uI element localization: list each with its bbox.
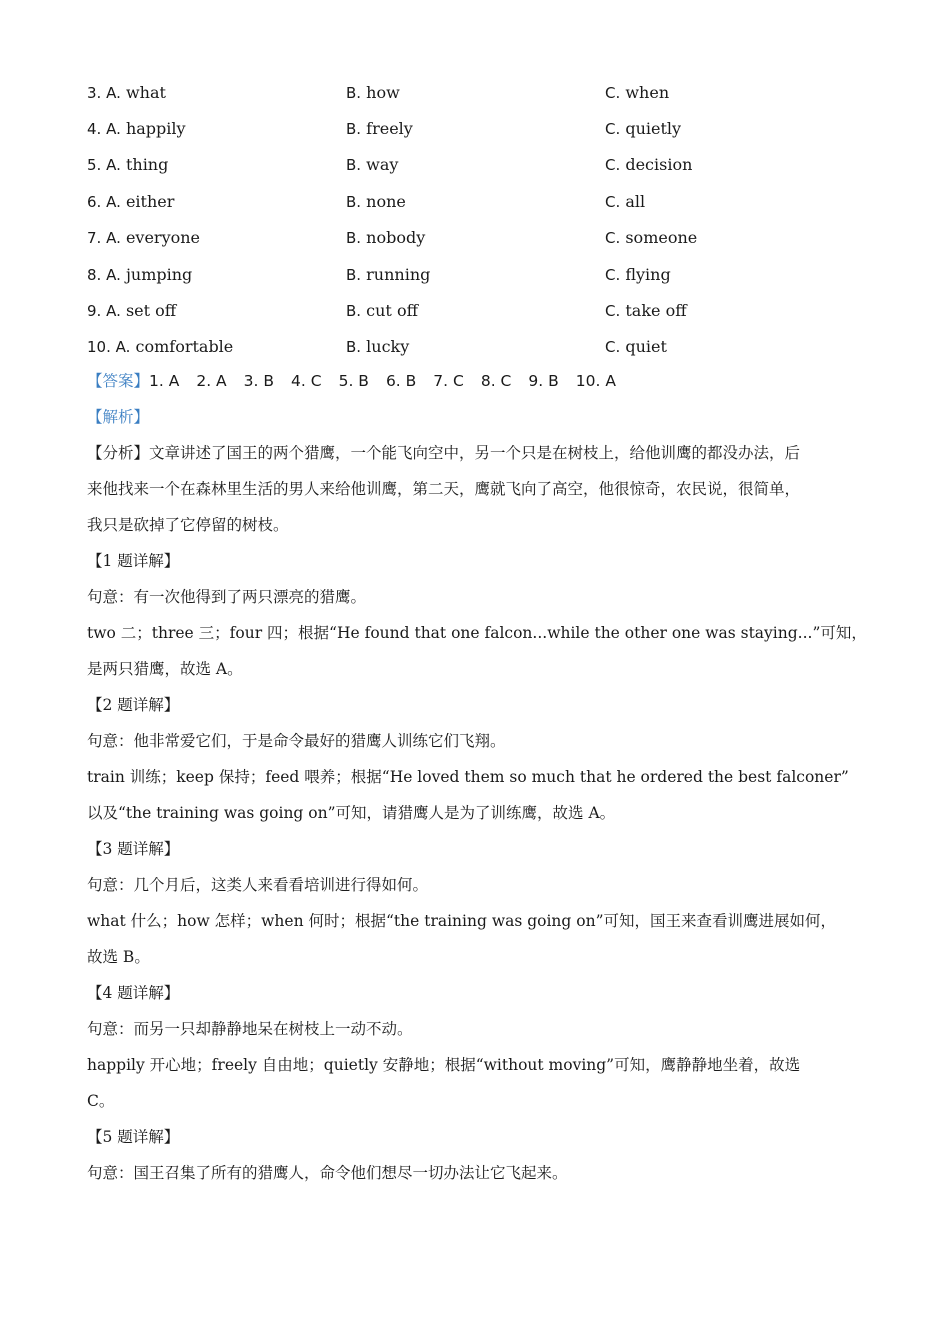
option-c: C. take off (605, 301, 687, 321)
analysis-label: 【解析】 (87, 408, 150, 426)
detail-meaning-5: 句意：国王召集了所有的猎鹰人，命令他们想尽一切办法让它飞起来。 (87, 1164, 568, 1182)
option-b: B. way (346, 155, 399, 175)
detail-heading-5: 【5 题详解】 (87, 1128, 180, 1146)
detail-heading-1: 【1 题详解】 (87, 552, 180, 570)
option-row-9 (87, 292, 887, 328)
option-c: C. quiet (605, 337, 667, 357)
option-row-6 (87, 183, 887, 219)
summary-line: 来他找来一个在森林里生活的男人来给他训鹰，第二天，鹰就飞向了高空，他很惊奇，农民说，很简单， (87, 480, 801, 498)
options-table (87, 74, 887, 365)
detail-explain-1: two 二；three 三；four 四；根据“He found that one falcon...while the other one was staying...”可知， (87, 624, 867, 642)
option-c: C. all (605, 191, 646, 211)
detail-heading-4: 【4 题详解】 (87, 984, 180, 1002)
option-c: C. someone (605, 228, 698, 248)
option-a: 5. A. thing (87, 155, 169, 175)
option-c: C. decision (605, 155, 693, 175)
option-row-8 (87, 256, 887, 292)
detail-explain-3: what 什么；how 怎样；when 何时；根据“the training was going on”可知，国王来查看训鹰进展如何， (87, 912, 837, 930)
option-a: 3. A. what (87, 82, 166, 102)
detail-meaning-4: 句意：而另一只却静静地呆在树枝上一动不动。 (87, 1020, 413, 1038)
option-b: B. freely (346, 119, 413, 139)
option-c: C. when (605, 82, 670, 102)
answer-label: 【答案】 (87, 372, 150, 390)
detail-explain-4: C。 (87, 1092, 115, 1110)
detail-heading-2: 【2 题详解】 (87, 696, 180, 714)
option-c: C. flying (605, 264, 671, 284)
option-a: 10. A. comfortable (87, 337, 234, 357)
detail-explain-3: 故选 B。 (87, 948, 150, 966)
option-b: B. nobody (346, 228, 426, 248)
detail-meaning-3: 句意：几个月后，这类人来看看培训进行得如何。 (87, 876, 429, 894)
option-row-4 (87, 110, 887, 146)
option-a: 4. A. happily (87, 119, 186, 139)
option-row-5 (87, 147, 887, 183)
option-a: 7. A. everyone (87, 228, 201, 248)
option-a: 6. A. either (87, 191, 175, 211)
answer-line: 【答案】1. A 2. A 3. B 4. C 5. B 6. B 7. C 8. C 9. B 10. A (87, 372, 616, 390)
option-row-3 (87, 74, 887, 110)
option-b: B. lucky (346, 337, 410, 357)
detail-explain-2: 以及“the training was going on”可知，请猎鹰人是为了训练鹰，故选 A。 (87, 804, 616, 822)
option-b: B. cut off (346, 301, 418, 321)
detail-heading-3: 【3 题详解】 (87, 840, 180, 858)
option-a: 9. A. set off (87, 301, 177, 321)
option-a: 8. A. jumping (87, 264, 193, 284)
option-c: C. quietly (605, 119, 682, 139)
detail-explain-4: happily 开心地；freely 自由地；quietly 安静地；根据“without moving”可知，鹰静静地坐着，故选 (87, 1056, 801, 1074)
option-b: B. how (346, 82, 400, 102)
answer-analysis (87, 363, 877, 1191)
summary-line: 我只是砍掉了它停留的树枝。 (87, 516, 289, 534)
option-row-7 (87, 220, 887, 256)
option-row-10 (87, 329, 887, 365)
detail-meaning-2: 句意：他非常爱它们，于是命令最好的猎鹰人训练它们飞翔。 (87, 732, 506, 750)
detail-meaning-1: 句意：有一次他得到了两只漂亮的猎鹰。 (87, 588, 367, 606)
option-b: B. running (346, 264, 431, 284)
detail-explain-1: 是两只猎鹰，故选 A。 (87, 660, 243, 678)
detail-explain-2: train 训练；keep 保持；feed 喂养；根据“He loved them so much that he ordered the best falconer” (87, 768, 849, 786)
option-b: B. none (346, 191, 406, 211)
summary-line: 【分析】文章讲述了国王的两个猎鹰，一个能飞向空中，另一个只是在树枝上，给他训鹰的都没办法，后 (87, 444, 801, 462)
